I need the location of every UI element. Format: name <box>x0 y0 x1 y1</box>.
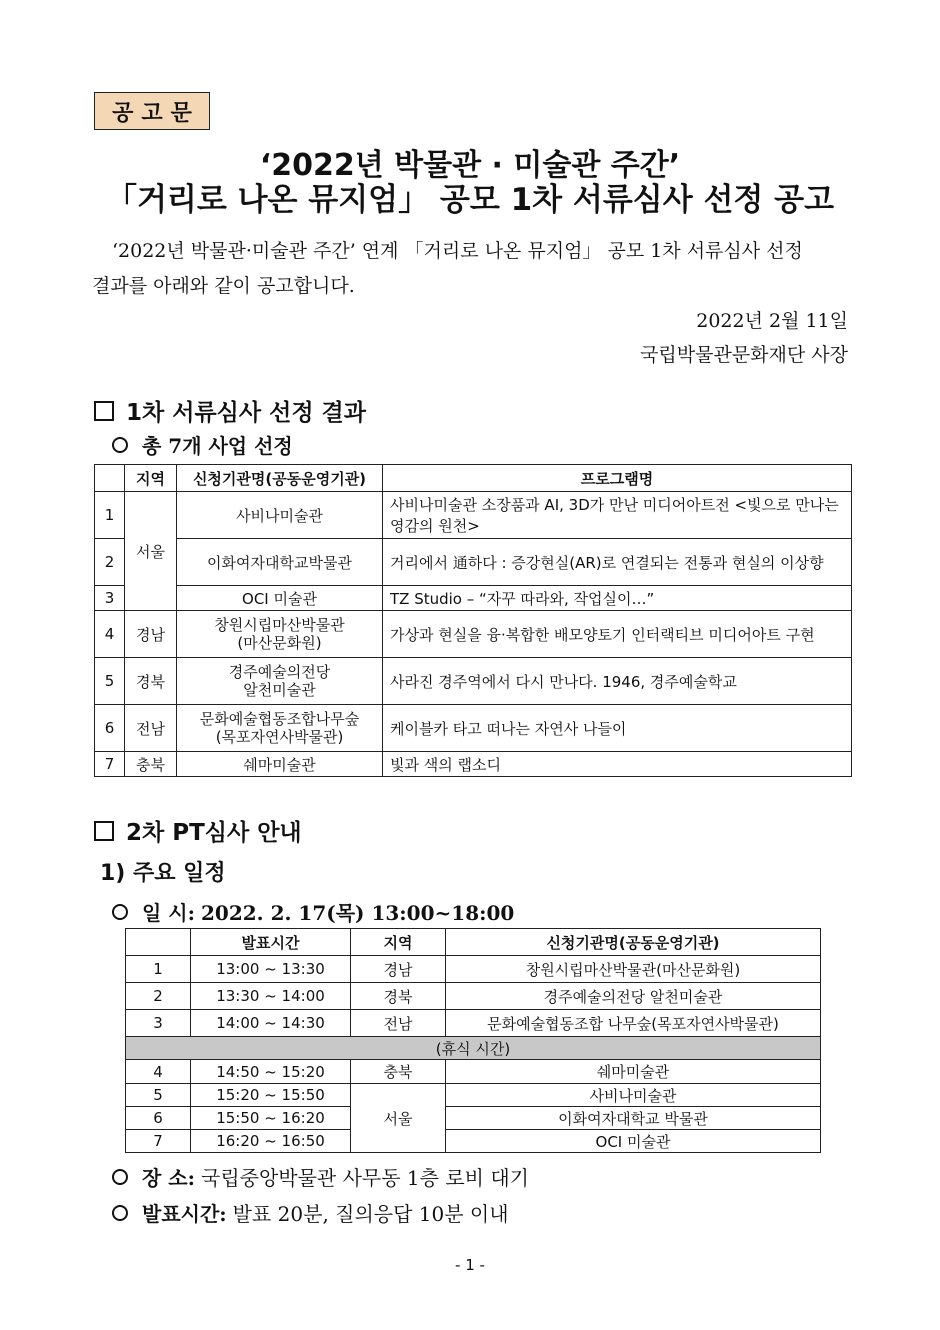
presentation-label: 발표시간: <box>142 1202 227 1226</box>
row-org: 쉐마미술관 <box>177 752 383 777</box>
notice-badge: 공고문 <box>94 92 210 130</box>
datetime-label: 일 시: <box>142 901 195 925</box>
row-no: 2 <box>95 539 125 586</box>
row-no: 3 <box>126 1010 191 1037</box>
presentation-line <box>112 1198 509 1227</box>
place-line <box>112 1162 529 1191</box>
row-region: 충북 <box>351 1060 446 1084</box>
row-region: 경북 <box>351 983 446 1010</box>
row-no: 5 <box>126 1084 191 1107</box>
row-org: 이화여자대학교 박물관 <box>446 1107 821 1130</box>
table-row <box>126 1060 821 1084</box>
row-region: 경남 <box>351 956 446 983</box>
row-no: 1 <box>95 492 125 539</box>
table-header-row <box>95 465 852 492</box>
schedule-heading: 1) 주요 일정 <box>100 861 226 886</box>
row-time: 13:30 ~ 14:00 <box>191 983 351 1010</box>
row-program: 가상과 현실을 융·복합한 배모양토기 인터랙티브 미디어아트 구현 <box>383 611 852 658</box>
header-program: 프로그램명 <box>383 465 852 492</box>
break-label: (휴식 시간) <box>126 1037 821 1060</box>
place-value: 국립중앙박물관 사무동 1층 로비 대기 <box>201 1166 529 1190</box>
place-label: 장 소: <box>142 1166 195 1190</box>
page-number: - 1 - <box>455 1256 485 1274</box>
row-no: 6 <box>126 1107 191 1130</box>
checkbox-square-icon <box>94 401 114 421</box>
row-time: 15:50 ~ 16:20 <box>191 1107 351 1130</box>
header-org: 신청기관명(공동운영기관) <box>177 465 383 492</box>
row-region: 경남 <box>125 611 177 658</box>
table-row <box>95 492 852 539</box>
presentation-value: 발표 20분, 질의응답 10분 이내 <box>232 1202 509 1226</box>
row-org: 경주예술의전당 알천미술관 <box>177 658 383 705</box>
row-no: 4 <box>126 1060 191 1084</box>
row-region: 서울 <box>125 492 177 611</box>
table-row <box>126 1130 821 1153</box>
datetime-value: 2022. 2. 17(목) 13:00~18:00 <box>201 901 515 925</box>
circle-bullet-icon <box>112 1169 128 1185</box>
section-1-subheading <box>112 430 293 459</box>
row-time: 14:00 ~ 14:30 <box>191 1010 351 1037</box>
row-no: 7 <box>126 1130 191 1153</box>
table-row <box>126 983 821 1010</box>
checkbox-square-icon <box>94 821 114 841</box>
section-1-sub-text: 총 7개 사업 선정 <box>142 434 293 458</box>
row-org: 문화예술협동조합 나무숲(목포자연사박물관) <box>446 1010 821 1037</box>
section-1-heading <box>94 394 366 427</box>
table-row <box>95 539 852 586</box>
table-row <box>126 1107 821 1130</box>
row-org: 문화예술협동조합나무숲 (목포자연사박물관) <box>177 705 383 752</box>
section-2-heading <box>94 814 302 847</box>
section-1-title: 1차 서류심사 선정 결과 <box>126 400 366 426</box>
issuer: 국립박물관문화재단 사장 <box>640 344 848 366</box>
table-row <box>95 658 852 705</box>
header-time: 발표시간 <box>191 929 351 956</box>
table-row <box>95 586 852 611</box>
section-2-title: 2차 PT심사 안내 <box>126 820 302 846</box>
header-region: 지역 <box>125 465 177 492</box>
notice-date: 2022년 2월 11일 <box>696 310 848 332</box>
table-row <box>95 611 852 658</box>
intro-line-1: ‘2022년 박물관·미술관 주간’ 연계 「거리로 나온 뮤지엄」 공모 1차 서류심사 선정 <box>112 240 803 262</box>
title-line-2: 「거리로 나온 뮤지엄」 공모 1차 서류심사 선정 공고 <box>105 182 835 218</box>
header-no <box>126 929 191 956</box>
table-header-row <box>126 929 821 956</box>
selection-results-table <box>94 464 852 777</box>
row-no: 7 <box>95 752 125 777</box>
row-time: 13:00 ~ 13:30 <box>191 956 351 983</box>
row-time: 14:50 ~ 15:20 <box>191 1060 351 1084</box>
header-org: 신청기관명(공동운영기관) <box>446 929 821 956</box>
header-no <box>95 465 125 492</box>
row-region: 전남 <box>125 705 177 752</box>
row-time: 16:20 ~ 16:50 <box>191 1130 351 1153</box>
circle-bullet-icon <box>112 1205 128 1221</box>
row-region: 서울 <box>351 1084 446 1153</box>
circle-bullet-icon <box>112 904 128 920</box>
row-no: 2 <box>126 983 191 1010</box>
row-program: TZ Studio – “자꾸 따라와, 작업실이…” <box>383 586 852 611</box>
row-org: 경주예술의전당 알천미술관 <box>446 983 821 1010</box>
row-no: 6 <box>95 705 125 752</box>
row-region: 경북 <box>125 658 177 705</box>
row-program: 사라진 경주역에서 다시 만나다. 1946, 경주예술학교 <box>383 658 852 705</box>
intro-line-2: 결과를 아래와 같이 공고합니다. <box>92 275 355 297</box>
row-org: 사비나미술관 <box>446 1084 821 1107</box>
row-org: 이화여자대학교박물관 <box>177 539 383 586</box>
row-no: 1 <box>126 956 191 983</box>
schedule-datetime <box>112 897 514 926</box>
row-no: 4 <box>95 611 125 658</box>
break-row <box>126 1037 821 1060</box>
row-time: 15:20 ~ 15:50 <box>191 1084 351 1107</box>
row-no: 3 <box>95 586 125 611</box>
pt-schedule-table <box>125 928 821 1153</box>
row-program: 거리에서 通하다 : 증강현실(AR)로 연결되는 전통과 현실의 이상향 <box>383 539 852 586</box>
row-org: 사비나미술관 <box>177 492 383 539</box>
row-region: 충북 <box>125 752 177 777</box>
table-row <box>126 1084 821 1107</box>
table-row <box>95 705 852 752</box>
table-row <box>95 752 852 777</box>
row-org: 쉐마미술관 <box>446 1060 821 1084</box>
title-line-1: ‘2022년 박물관 · 미술관 주간’ <box>259 148 681 183</box>
row-org: 창원시립마산박물관(마산문화원) <box>446 956 821 983</box>
header-region: 지역 <box>351 929 446 956</box>
table-row <box>126 956 821 983</box>
row-program: 케이블카 타고 떠나는 자연사 나들이 <box>383 705 852 752</box>
row-org: OCI 미술관 <box>177 586 383 611</box>
table-row <box>126 1010 821 1037</box>
row-region: 전남 <box>351 1010 446 1037</box>
row-program: 사비나미술관 소장품과 AI, 3D가 만난 미디어아트전 <빛으로 만나는 영감의 원천> <box>383 492 852 539</box>
row-org: 창원시립마산박물관 (마산문화원) <box>177 611 383 658</box>
row-no: 5 <box>95 658 125 705</box>
circle-bullet-icon <box>112 437 128 453</box>
row-org: OCI 미술관 <box>446 1130 821 1153</box>
row-program: 빛과 색의 랩소디 <box>383 752 852 777</box>
